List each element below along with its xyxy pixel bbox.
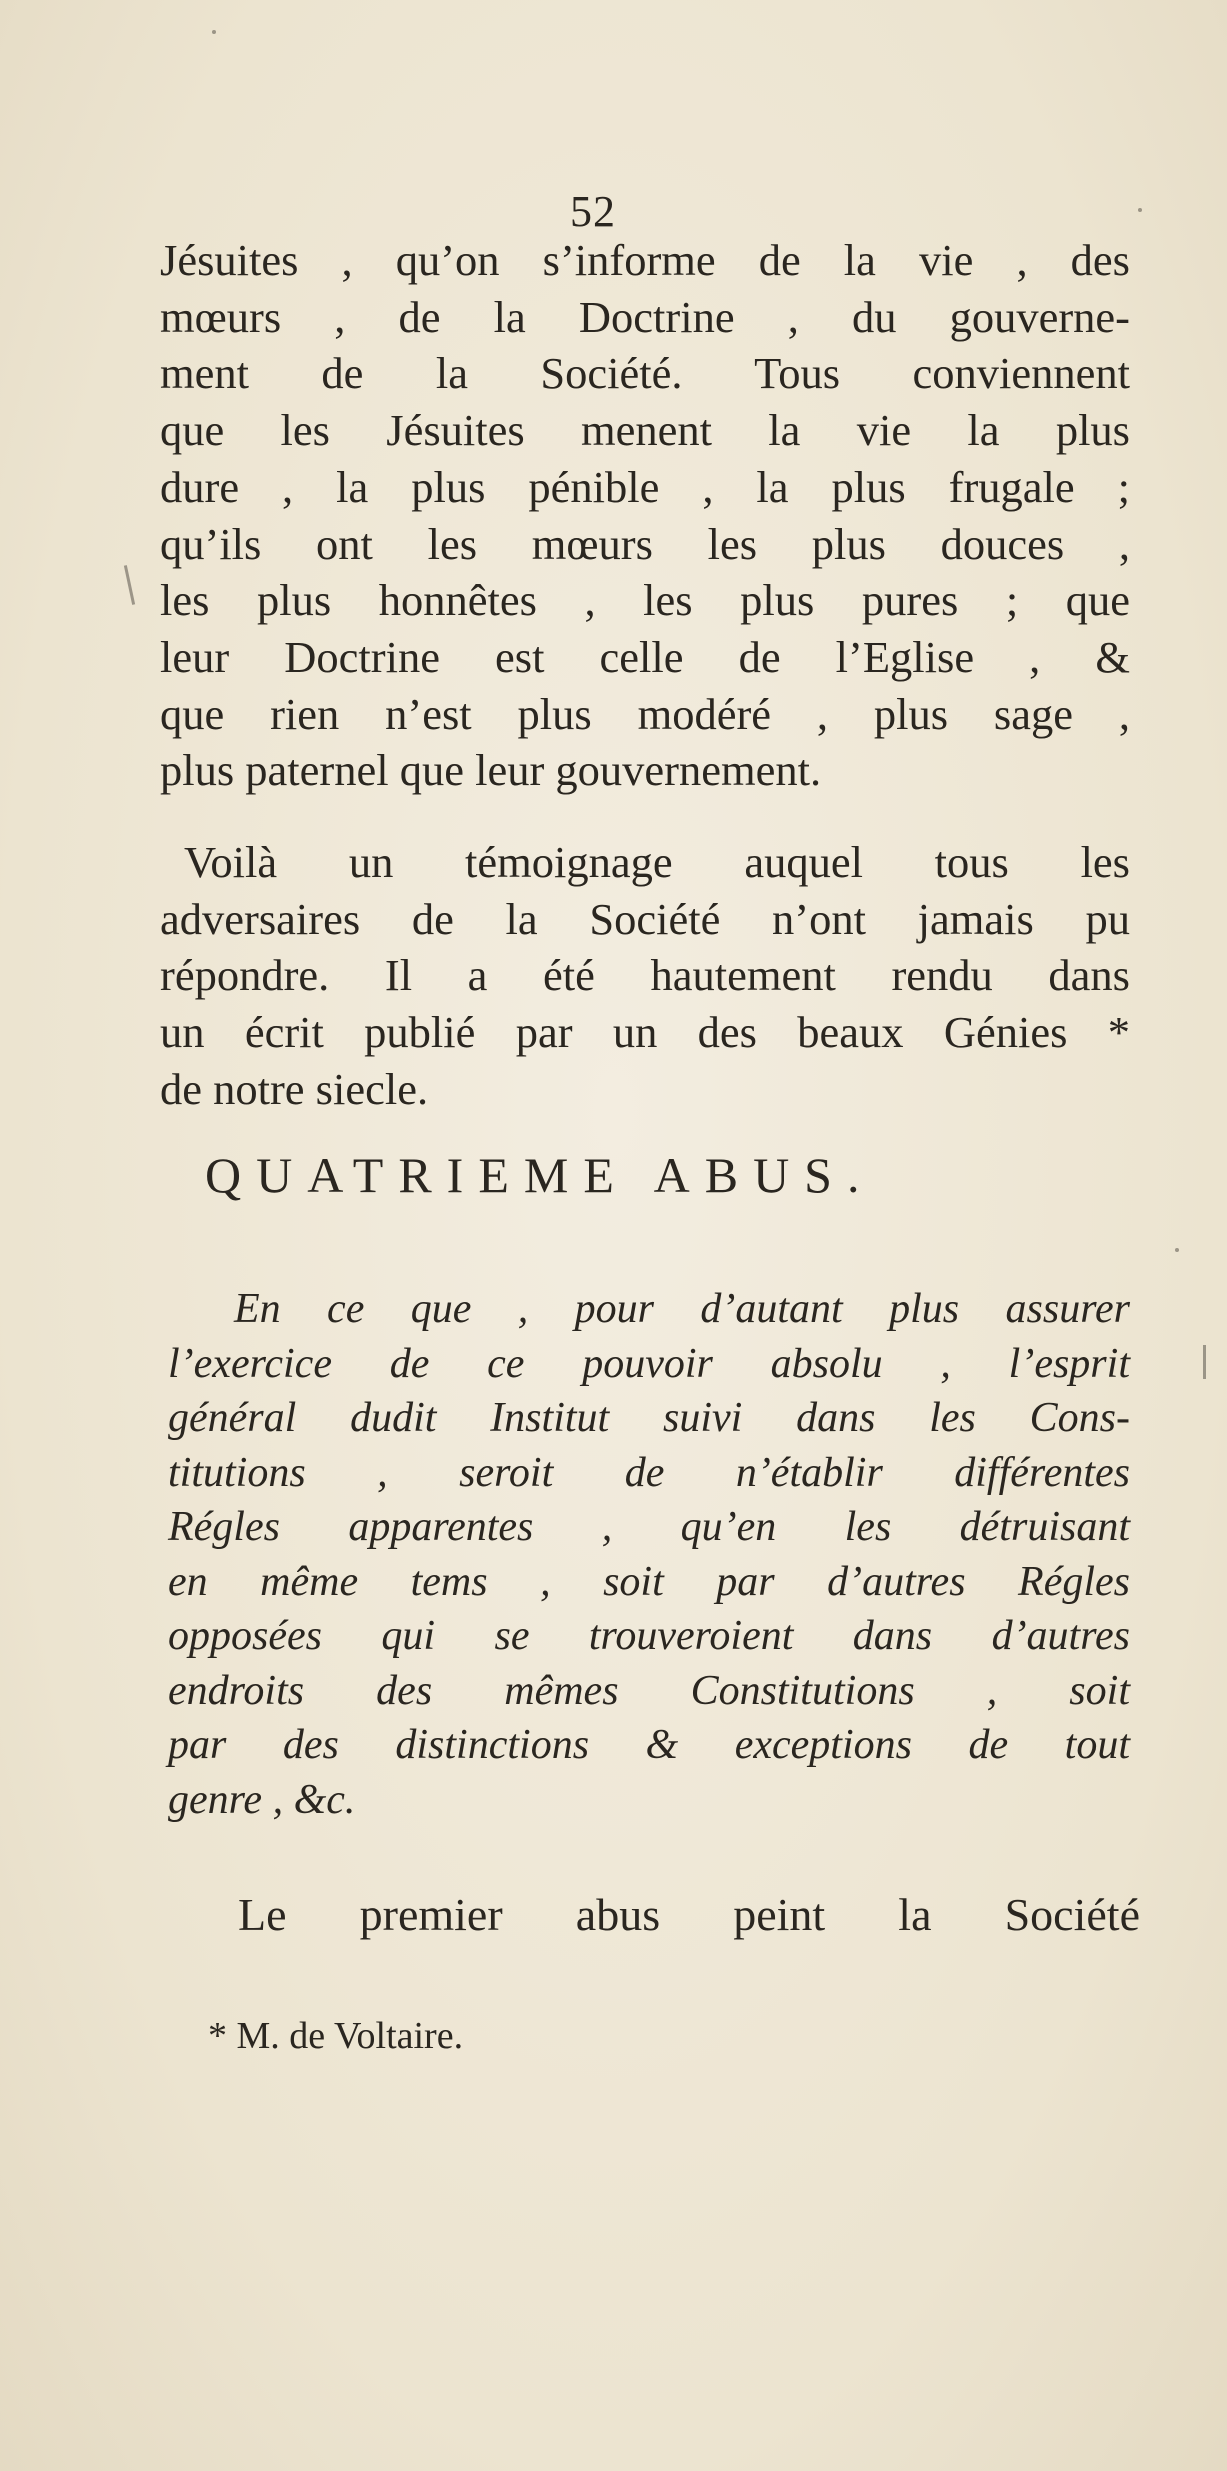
text-line: répondre. Il a été hautement rendu dans bbox=[160, 950, 1130, 1001]
paragraph-1 bbox=[160, 232, 1130, 799]
text-line: leur Doctrine est celle de l’Eglise , & bbox=[160, 631, 1130, 682]
ink-speck bbox=[212, 30, 216, 34]
text-line: en même tems , soit par d’autres Régles bbox=[168, 1558, 1130, 1605]
text-line: En ce que , pour d’autant plus assurer bbox=[234, 1286, 1130, 1332]
italic-paragraph bbox=[168, 1282, 1130, 1827]
text-line: plus paternel que leur gouvernement. bbox=[160, 745, 822, 796]
ink-mark bbox=[124, 565, 135, 605]
text-line: les plus honnêtes , les plus pures ; que bbox=[160, 575, 1130, 626]
ink-mark bbox=[1203, 1345, 1206, 1379]
text-line: Régles apparentes , qu’en les détruisant bbox=[168, 1504, 1130, 1550]
text-line: par des distinctions & exceptions de tout bbox=[168, 1722, 1130, 1768]
ink-speck bbox=[1175, 1248, 1179, 1252]
text-line: l’exercice de ce pouvoir absolu , l’esprit bbox=[168, 1340, 1130, 1387]
text-line: un écrit publié par un des beaux Génies * bbox=[160, 1007, 1130, 1058]
text-line: de notre siecle. bbox=[160, 1063, 429, 1114]
page-number: 52 bbox=[570, 187, 616, 236]
footnote: * M. de Voltaire. bbox=[208, 2015, 464, 2057]
catchline: Le premier abus peint la Société bbox=[238, 1889, 1140, 1940]
paragraph-2 bbox=[160, 834, 1130, 1118]
text-line: titutions , seroit de n’établir différentes bbox=[168, 1449, 1130, 1496]
text-line: mœurs , de la Doctrine , du gouverne- bbox=[160, 291, 1130, 342]
ink-speck bbox=[1138, 208, 1142, 212]
text-line: endroits des mêmes Constitutions , soit bbox=[168, 1667, 1130, 1714]
text-line: ment de la Société. Tous conviennent bbox=[160, 348, 1130, 399]
text-line: Jésuites , qu’on s’informe de la vie , des bbox=[160, 235, 1130, 285]
text-line: dure , la plus pénible , la plus frugale ; bbox=[160, 461, 1130, 512]
section-heading: QUATRIEME ABUS. bbox=[205, 1147, 875, 1203]
text-line: qu’ils ont les mœurs les plus douces , bbox=[160, 518, 1130, 569]
text-line: genre , &c. bbox=[168, 1776, 356, 1823]
text-line: que les Jésuites menent la vie la plus bbox=[160, 405, 1130, 456]
text-line: adversaires de la Société n’ont jamais pu bbox=[160, 893, 1130, 944]
text-line: opposées qui se trouveroient dans d’autres bbox=[168, 1613, 1130, 1659]
text-line: Voilà un témoignage auquel tous les bbox=[184, 837, 1130, 887]
text-line: général dudit Institut suivi dans les Cons- bbox=[168, 1395, 1130, 1441]
text-line: que rien n’est plus modéré , plus sage , bbox=[160, 688, 1130, 739]
